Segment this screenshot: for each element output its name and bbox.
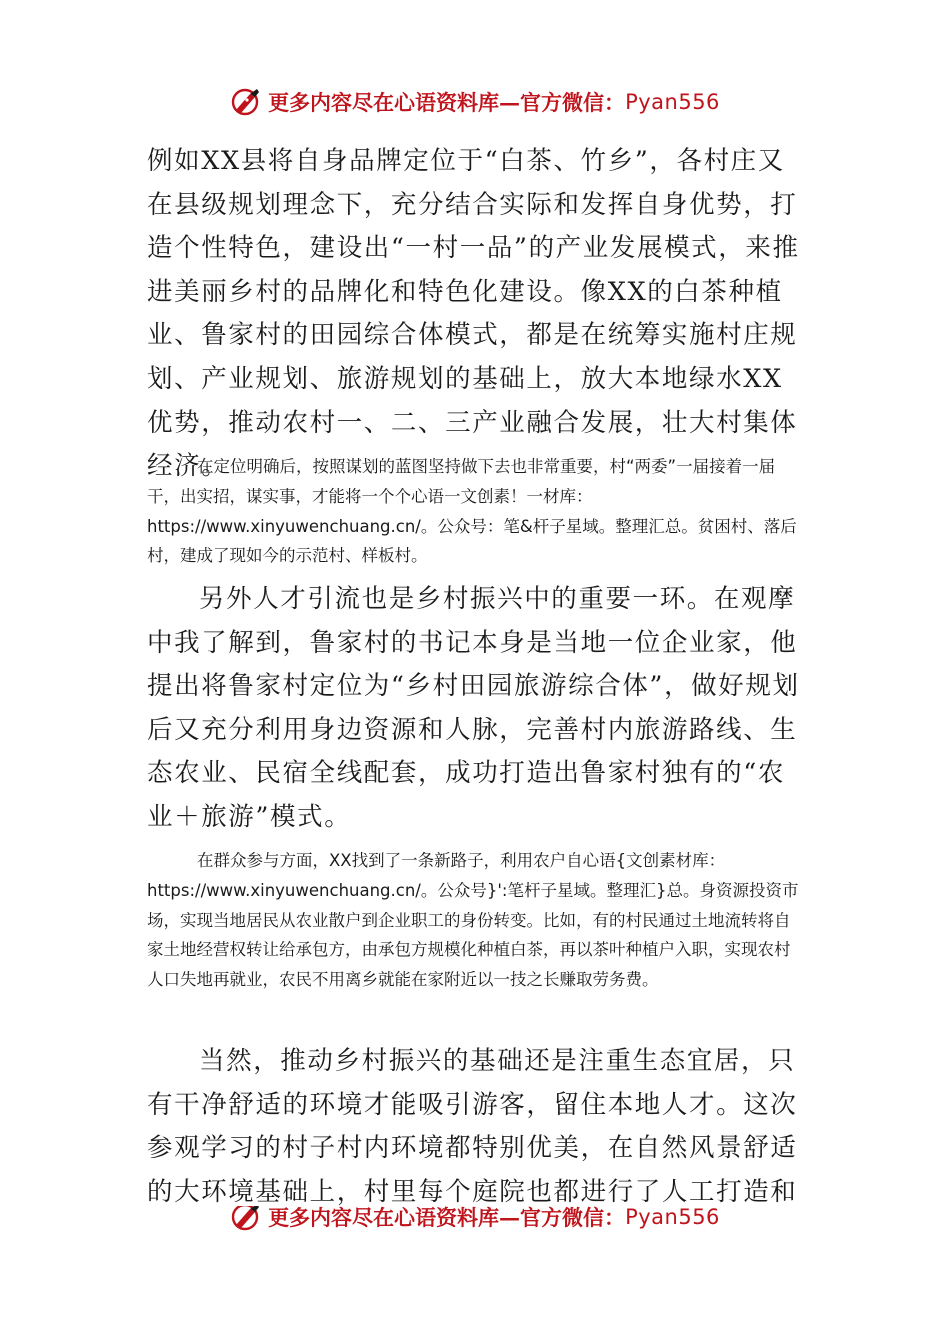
paragraph-5: 当然，推动乡村振兴的基础还是注重生态宜居，只有干净舒适的环境才能吸引游客，留住本地人才。这次参观学习的村子村内环境都特别优美，在自然风景舒适的大环境基础上，村里每个庭院也都进行了人工打造和 bbox=[147, 1046, 798, 1207]
paragraph-1: 例如XX县将自身品牌定位于“白茶、竹乡”，各村庄又在县级规划理念下，充分结合实际和发挥自身优势，打造个性特色，建设出“一村一品”的产业发展模式，来推进美丽乡村的品牌化和特色化建设。像XX的白茶种植业、鲁家村的田园综合体模式，都是在统筹实施村庄规划、产业规划、旅游规划的基础上，放大本地绿水XX优势，推动农村一、二、三产业融合发展，壮大村集体经济。 bbox=[147, 146, 800, 482]
header-banner-handle: Pyan556 bbox=[625, 90, 720, 114]
pen-nib-logo-icon bbox=[230, 1206, 262, 1233]
footer-banner-text: 更多内容尽在心语资料库—官方微信： bbox=[268, 1206, 626, 1230]
pen-nib-logo-icon bbox=[230, 86, 262, 118]
header-banner-text: 更多内容尽在心语资料库—官方微信： bbox=[268, 90, 626, 115]
paragraph-2: 在定位明确后，按照谋划的蓝图坚持做下去也非常重要，村“两委”一届接着一届干，出实招，谋实事，才能将一个个心语一文创素！一材库：https://www.xinyuwenchuang.cn/。公众号：笔&杆子星域。整理汇总。贫困村、落后村，建成了现如今的示范村、样板村。 bbox=[147, 457, 797, 566]
header-banner bbox=[0, 84, 950, 120]
footer-banner-handle: Pyan556 bbox=[625, 1206, 720, 1229]
paragraph-3: 另外人才引流也是乡村振兴中的重要一环。在观摩中我了解到，鲁家村的书记本身是当地一位企业家，他提出将鲁家村定位为“乡村田园旅游综合体”，做好规划后又充分利用身边资源和人脉，完善村内旅游路线、生态农业、民宿全线配套，成功打造出鲁家村独有的“农业＋旅游”模式。 bbox=[147, 584, 800, 832]
paragraph-4: 在群众参与方面，XX找到了一条新路子，利用农户自心语{文创素材库：https://www.xinyuwenchuang.cn/。公众号}':笔杆子星域。整理汇}总。身资源投资市场，实现当地居民从农业散户到企业职工的身份转变。比如，有的村民通过土地流转将自家土地经营权转让给承包方，由承包方规模化种植白茶，再以茶叶种植户入职，实现农村人口失地再就业，农民不用离乡就能在家附近以一技之长赚取劳务费。 bbox=[147, 851, 799, 990]
footer-banner bbox=[0, 1206, 950, 1236]
